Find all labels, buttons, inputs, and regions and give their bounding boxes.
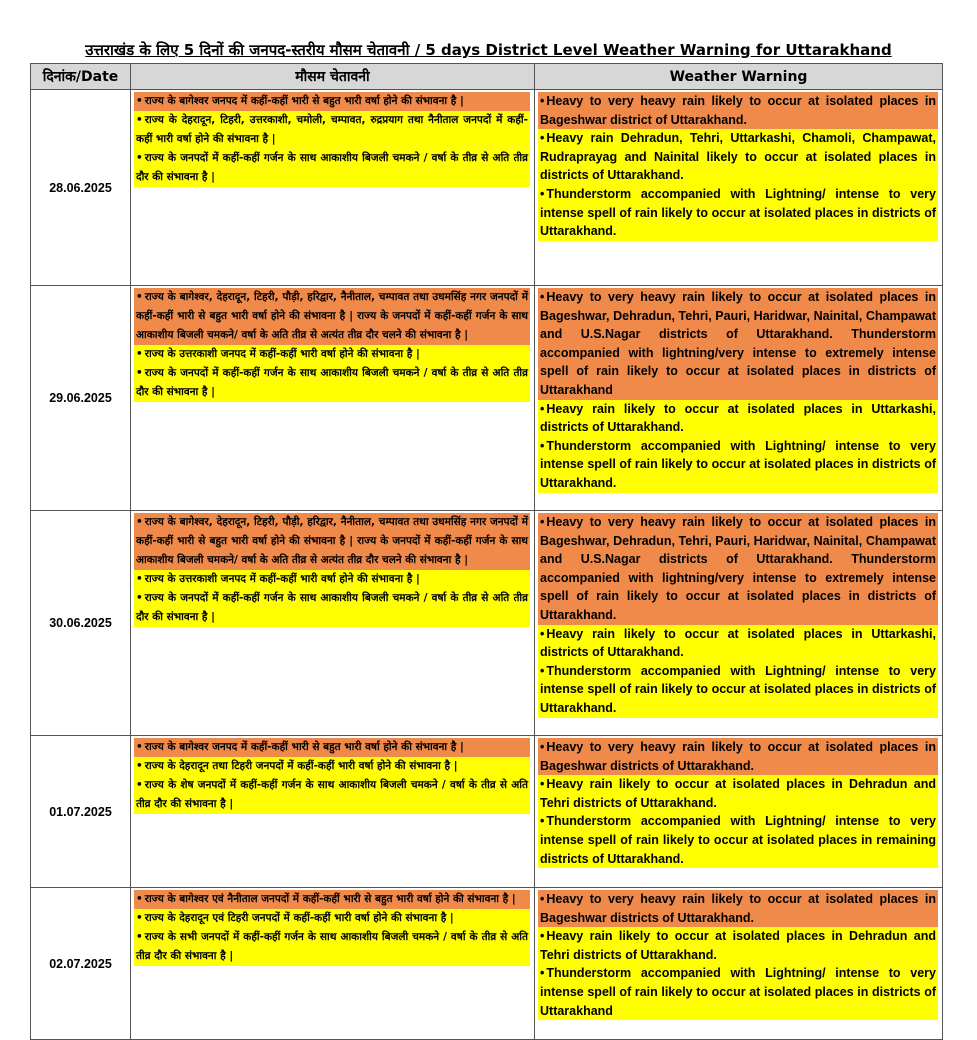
warning-text: राज्य के बागेश्वर एवं नैनीताल जनपदों में कहीं-कहीं भारी से बहुत भारी वर्षा होने की संभावना है | — [144, 893, 516, 905]
warning-text: Thunderstorm accompanied with Lightning/ intense to very intense spell of rain likely to occur at isolated places in remaining districts of Uttarakhand. — [540, 814, 936, 866]
bullet-icon: • — [136, 348, 143, 360]
bullet-icon: • — [540, 94, 545, 108]
warning-text: Heavy rain likely to occur at isolated places in Uttarkashi, districts of Uttarakhand. — [540, 401, 936, 435]
hindi-warning-box — [134, 513, 530, 627]
english-warning-item — [538, 437, 938, 493]
bullet-icon: • — [540, 401, 545, 416]
english-warning-item — [538, 890, 938, 927]
hindi-warning-item — [134, 589, 530, 627]
english-warning-item — [538, 775, 938, 812]
hindi-warning-item — [134, 111, 530, 149]
bullet-icon: • — [136, 779, 143, 791]
date-cell: 29.06.2025 — [31, 286, 131, 511]
date-cell: 30.06.2025 — [31, 511, 131, 736]
bullet-icon: • — [136, 931, 143, 943]
hindi-column-header: मौसम चेतावनी — [131, 64, 535, 90]
hindi-warning-item — [134, 928, 530, 966]
date-cell: 28.06.2025 — [31, 90, 131, 286]
date-cell: 01.07.2025 — [31, 736, 131, 888]
hindi-warning-item — [134, 909, 530, 928]
hindi-warning-cell — [131, 888, 535, 1040]
english-column-header: Weather Warning — [535, 64, 943, 90]
warning-text: Thunderstorm accompanied with Lightning/ intense to very intense spell of rain likely to occur at isolated places in districts of Uttarakhand — [540, 966, 936, 1018]
bullet-icon: • — [540, 626, 545, 641]
english-warning-box — [538, 890, 938, 1020]
table-row — [31, 888, 943, 1040]
hindi-warning-item — [134, 288, 530, 345]
english-warning-cell — [535, 736, 943, 888]
warning-text: राज्य के बागेश्वर जनपद में कहीं-कहीं भारी से बहुत भारी वर्षा होने की संभावना है | — [144, 741, 464, 753]
warning-text: राज्य के बागेश्वर, देहरादून, टिहरी, पौड़ी, हरिद्वार, नैनीताल, चम्पावत तथा उधमसिंह नगर जनपदों में कहीं-कहीं भारी से बहुत भारी वर्षा होने की संभावना है | राज्य के जनपदों में कहीं-कहीं गर्जन के साथ आकाशीय बिजली चमकने/ वर्षा के अति तीव्र से अत्यंत तीव्र दौर चलने की संभावना है | — [136, 291, 528, 341]
hindi-warning-item — [134, 345, 530, 364]
english-warning-item — [538, 662, 938, 718]
hindi-warning-item — [134, 149, 530, 187]
bullet-icon: • — [540, 186, 545, 201]
bullet-icon: • — [540, 777, 545, 792]
hindi-warning-box — [134, 288, 530, 402]
english-warning-item — [538, 288, 938, 400]
warning-text: Heavy to very heavy rain likely to occur at isolated places in Bageshwar, Dehradun, Tehri, Pauri, Haridwar, Nainital, Champawat and U.S.Nagar districts of Uttarakhand. Thunderstorm accompanied with lightning/very intense to extremely intense spell of rain likely to occur at isolated places in districts of Uttarakhand. — [540, 515, 936, 622]
english-warning-box — [538, 92, 938, 241]
warning-text: Heavy to very heavy rain likely to occur at isolated places in Bageshwar districts of Uttarakhand. — [540, 892, 936, 925]
warning-text: Heavy to very heavy rain likely to occur at isolated places in Bageshwar district of Uttarakhand. — [540, 94, 936, 127]
bullet-icon: • — [136, 516, 143, 528]
english-warning-item — [538, 964, 938, 1020]
warning-text: राज्य के बागेश्वर, देहरादून, टिहरी, पौड़ी, हरिद्वार, नैनीताल, चम्पावत तथा उधमसिंह नगर जनपदों में कहीं-कहीं भारी से बहुत भारी वर्षा होने की संभावना है | राज्य के जनपदों में कहीं-कहीं गर्जन के साथ आकाशीय बिजली चमकने/ वर्षा के अति तीव्र से अत्यंत तीव्र दौर चलने की संभावना है | — [136, 516, 528, 566]
bullet-icon: • — [136, 114, 143, 126]
table-row — [31, 511, 943, 736]
hindi-warning-item — [134, 757, 530, 776]
english-warning-cell — [535, 511, 943, 736]
bullet-icon: • — [136, 741, 143, 753]
header-row — [31, 64, 943, 90]
english-warning-box — [538, 738, 938, 868]
english-warning-item — [538, 738, 938, 775]
warning-text: राज्य के जनपदों में कहीं-कहीं गर्जन के साथ आकाशीय बिजली चमकने / वर्षा के तीव्र से अति तीव्र दौर की संभावना है | — [136, 592, 528, 623]
english-warning-box — [538, 288, 938, 493]
english-warning-item — [538, 92, 938, 129]
warning-text: राज्य के जनपदों में कहीं-कहीं गर्जन के साथ आकाशीय बिजली चमकने / वर्षा के तीव्र से अति तीव्र दौर की संभावना है | — [136, 367, 528, 398]
bullet-icon: • — [540, 290, 545, 304]
warning-text: राज्य के उत्तरकाशी जनपद में कहीं-कहीं भारी वर्षा होने की संभावना है | — [144, 348, 420, 360]
bullet-icon: • — [136, 592, 143, 604]
warning-text: Heavy rain likely to occur at isolated places in Dehradun and Tehri districts of Uttarakhand. — [540, 929, 936, 962]
hindi-warning-box — [134, 92, 530, 187]
english-warning-item — [538, 625, 938, 662]
bullet-icon: • — [136, 893, 143, 905]
warning-text: Heavy rain likely to occur at isolated places in Uttarkashi, districts of Uttarakhand. — [540, 626, 936, 660]
bullet-icon: • — [540, 814, 545, 829]
date-column-header: दिनांक/Date — [31, 64, 131, 90]
warning-text: राज्य के देहरादून, टिहरी, उत्तरकाशी, चमोली, चम्पावत, रुद्रप्रयाग तथा नैनीताल जनपदों में कहीं-कहीं भारी वर्षा होने की संभावना है | — [136, 114, 528, 145]
bullet-icon: • — [540, 131, 545, 146]
warning-text: Heavy to very heavy rain likely to occur at isolated places in Bageshwar, Dehradun, Tehri, Pauri, Haridwar, Nainital, Champawat and U.S.Nagar districts of Uttarakhand. Thunderstorm accompanied with lightning/very intense to extremely intense spell of rain likely to occur at isolated places in districts of Uttarakhand — [540, 290, 936, 397]
hindi-warning-item — [134, 738, 530, 757]
hindi-warning-cell — [131, 286, 535, 511]
hindi-warning-item — [134, 890, 530, 909]
warning-text: राज्य के देहरादून तथा टिहरी जनपदों में कहीं-कहीं भारी वर्षा होने की संभावना है | — [144, 760, 458, 772]
warning-text: राज्य के जनपदों में कहीं-कहीं गर्जन के साथ आकाशीय बिजली चमकने / वर्षा के तीव्र से अति तीव्र दौर की संभावना है | — [136, 152, 528, 183]
hindi-warning-box — [134, 890, 530, 966]
warning-text: Thunderstorm accompanied with Lightning/ intense to very intense spell of rain likely to occur at isolated places in districts of Uttarakhand. — [540, 438, 936, 490]
table-row — [31, 736, 943, 888]
hindi-warning-item — [134, 92, 530, 111]
page-title: उत्तराखंड के लिए 5 दिनों की जनपद-स्तरीय मौसम चेतावनी / 5 days District Level Weather Warning for Uttarakhand — [85, 41, 892, 59]
table-row — [31, 90, 943, 286]
bullet-icon: • — [136, 760, 143, 772]
warning-text: राज्य के शेष जनपदों में कहीं-कहीं गर्जन के साथ आकाशीय बिजली चमकने / वर्षा के तीव्र से अति तीव्र दौर की संभावना है | — [136, 779, 528, 810]
bullet-icon: • — [136, 912, 143, 924]
english-warning-cell — [535, 888, 943, 1040]
hindi-warning-cell — [131, 511, 535, 736]
warning-text: राज्य के सभी जनपदों में कहीं-कहीं गर्जन के साथ आकाशीय बिजली चमकने / वर्षा के तीव्र से अति तीव्र दौर की संभावना है | — [136, 931, 528, 962]
hindi-warning-cell — [131, 736, 535, 888]
hindi-warning-box — [134, 738, 530, 814]
english-warning-cell — [535, 90, 943, 286]
warning-text: Heavy to very heavy rain likely to occur at isolated places in Bageshwar districts of Uttarakhand. — [540, 740, 936, 773]
bullet-icon: • — [540, 929, 545, 944]
warning-text: राज्य के देहरादून एवं टिहरी जनपदों में कहीं-कहीं भारी वर्षा होने की संभावना है | — [144, 912, 454, 924]
english-warning-item — [538, 400, 938, 437]
warning-text: Heavy rain Dehradun, Tehri, Uttarkashi, Chamoli, Champawat, Rudraprayag and Nainital likely to occur at isolated places in districts of Uttarakhand. — [540, 131, 936, 183]
bullet-icon: • — [540, 515, 545, 529]
bullet-icon: • — [136, 291, 143, 303]
bullet-icon: • — [136, 152, 143, 164]
hindi-warning-cell — [131, 90, 535, 286]
bullet-icon: • — [136, 367, 143, 379]
bullet-icon: • — [136, 95, 143, 107]
bullet-icon: • — [540, 892, 545, 906]
warning-table — [30, 63, 943, 1040]
hindi-warning-item — [134, 364, 530, 402]
table-row — [31, 286, 943, 511]
bullet-icon: • — [540, 740, 545, 754]
warning-text: राज्य के बागेश्वर जनपद में कहीं-कहीं भारी से बहुत भारी वर्षा होने की संभावना है | — [144, 95, 464, 107]
bullet-icon: • — [540, 663, 545, 678]
english-warning-item — [538, 513, 938, 625]
english-warning-box — [538, 513, 938, 718]
hindi-warning-item — [134, 776, 530, 814]
english-warning-cell — [535, 286, 943, 511]
bullet-icon: • — [540, 438, 545, 453]
warning-text: Heavy rain likely to occur at isolated places in Dehradun and Tehri districts of Uttarakhand. — [540, 777, 936, 810]
english-warning-item — [538, 812, 938, 868]
date-cell: 02.07.2025 — [31, 888, 131, 1040]
warning-text: राज्य के उत्तरकाशी जनपद में कहीं-कहीं भारी वर्षा होने की संभावना है | — [144, 573, 420, 585]
english-warning-item — [538, 129, 938, 185]
bullet-icon: • — [136, 573, 143, 585]
english-warning-item — [538, 927, 938, 964]
hindi-warning-item — [134, 513, 530, 570]
english-warning-item — [538, 185, 938, 241]
hindi-warning-item — [134, 570, 530, 589]
warning-text: Thunderstorm accompanied with Lightning/ intense to very intense spell of rain likely to occur at isolated places in districts of Uttarakhand. — [540, 186, 936, 239]
warning-text: Thunderstorm accompanied with Lightning/ intense to very intense spell of rain likely to occur at isolated places in districts of Uttarakhand. — [540, 663, 936, 715]
bullet-icon: • — [540, 966, 545, 981]
